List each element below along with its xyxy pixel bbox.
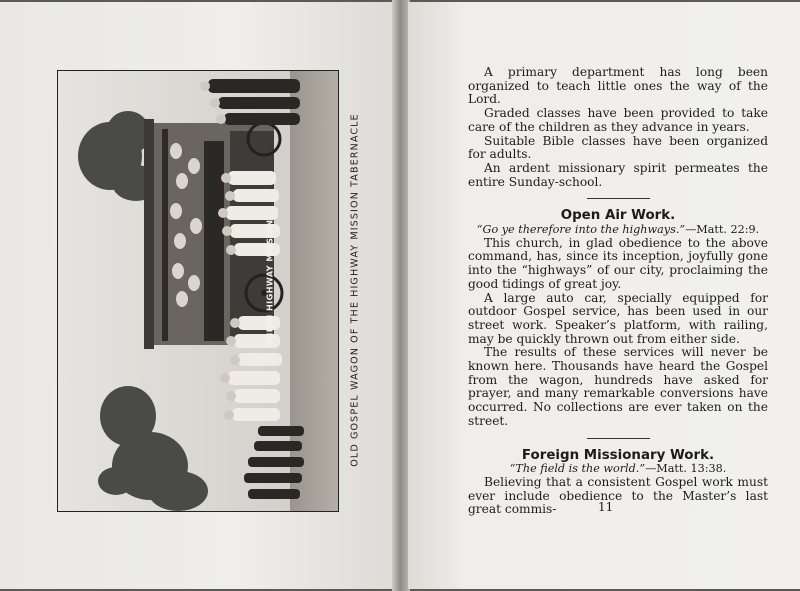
verse-reference: —Matt. 13:38. xyxy=(645,462,727,476)
open-air-paragraph-1: This church, in glad obedience to the above command, has, since its inception, joyfully gone into the “highways” of our city, proclaiming the good tidings of great joy. xyxy=(468,235,768,291)
wagon-sign-text: UNION HIGHWAY MISSION xyxy=(265,219,275,347)
intro-paragraph-4: An ardent missionary spirit permeates the entire Sunday-school. xyxy=(468,160,768,189)
intro-paragraph-3: Suitable Bible classes have been organized for adults. xyxy=(468,133,768,162)
right-page-text xyxy=(468,66,768,517)
foreign-missionary-paragraph-1: Believing that a consistent Gospel work must ever include obedience to the Master’s last great commis- xyxy=(468,474,768,517)
section-heading-foreign-missionary: Foreign Missionary Work. xyxy=(521,447,715,463)
open-air-paragraph-3: The results of these services will never be known here. Thousands have heard the Gospel from the wagon, hundreds have asked for prayer, and many remarkable conversions have occurred. No collections are ever taken on the street. xyxy=(468,345,768,428)
photo-illustration xyxy=(58,71,339,512)
section-divider xyxy=(587,198,650,199)
intro-paragraph-2: Graded classes have been provided to take care of the children as they advance in years. xyxy=(468,106,768,134)
wagon-sign-band xyxy=(204,141,224,341)
intro-paragraph-1: A primary department has long been organized to teach little ones the way of the Lord. xyxy=(468,65,768,107)
verse-quote: “The field is the world.” xyxy=(509,462,646,476)
verse-reference: —Matt. 22:9. xyxy=(685,223,760,237)
photo-caption: OLD GOSPEL WAGON OF THE HIGHWAY MISSION TABERNACLE xyxy=(349,113,361,467)
section-verse-foreign-missionary xyxy=(468,462,768,476)
section-divider-2 xyxy=(587,438,650,439)
open-air-paragraph-2: A large auto car, specially equipped for outdoor Gospel service, has been used in our street work. Speaker’s platform, with railing, may be quickly thrown out from either side. xyxy=(468,290,768,346)
wagon-roof xyxy=(144,119,154,349)
page-number: 11 xyxy=(598,500,614,514)
wagon-post xyxy=(162,129,168,341)
section-heading-open-air: Open Air Work. xyxy=(560,208,676,224)
section-verse-open-air xyxy=(468,223,768,237)
gospel-wagon-photo xyxy=(57,70,339,512)
verse-quote: “Go ye therefore into the highways.” xyxy=(476,223,686,237)
